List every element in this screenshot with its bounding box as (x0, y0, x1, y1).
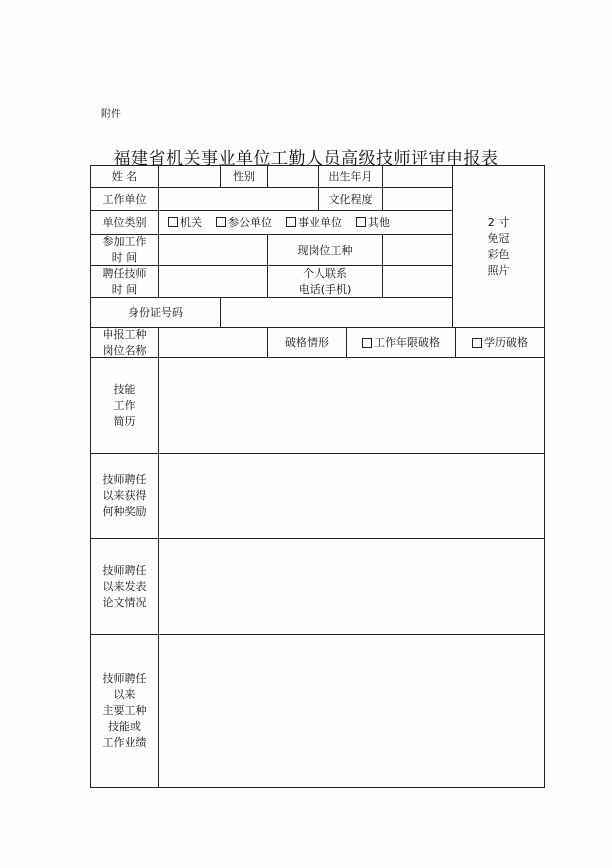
checkbox-icon[interactable] (286, 217, 296, 227)
unit-type-option[interactable]: 机关 (168, 216, 202, 229)
achievements-field[interactable] (158, 634, 545, 788)
apply-trade-field[interactable] (158, 327, 268, 358)
unit-type-label: 单位类别 (90, 210, 159, 235)
checkbox-icon[interactable] (216, 217, 226, 227)
exception-option[interactable]: 学历破格 (455, 327, 545, 358)
papers-label: 技师聘任 以来发表 论文情况 (90, 538, 159, 635)
name-field[interactable] (158, 165, 221, 188)
phone-field[interactable] (382, 265, 453, 298)
photo-line: 照片 (487, 263, 510, 277)
unit-type-options (158, 210, 453, 235)
exception-label: 破格情形 (267, 327, 347, 358)
awards-label: 技师聘任 以来获得 何种奖励 (90, 453, 159, 539)
birth-label: 出生年月 (318, 165, 383, 188)
attachment-label: 附件 (101, 109, 121, 120)
current-trade-label: 现岗位工种 (267, 234, 383, 266)
resume-field[interactable] (158, 357, 545, 454)
employer-label: 工作单位 (90, 187, 159, 211)
gender-label: 性别 (220, 165, 268, 188)
unit-type-option[interactable]: 事业单位 (286, 216, 342, 229)
name-label: 姓 名 (90, 165, 159, 188)
join-time-label: 参加工作 时 间 (90, 234, 159, 266)
checkbox-icon[interactable] (362, 338, 372, 348)
exception-option[interactable]: 工作年限破格 (346, 327, 456, 358)
unit-type-option[interactable]: 参公单位 (216, 216, 272, 229)
photo-line: 彩色 (487, 247, 510, 261)
id-number-field[interactable] (220, 297, 453, 328)
education-label: 文化程度 (318, 187, 383, 211)
apply-trade-label: 申报工种 岗位名称 (90, 327, 159, 358)
education-field[interactable] (382, 187, 453, 211)
photo-box (452, 165, 545, 328)
checkbox-icon[interactable] (168, 217, 178, 227)
papers-field[interactable] (158, 538, 545, 635)
application-form (90, 165, 545, 788)
resume-label: 技能 工作 简历 (90, 357, 159, 454)
phone-label: 个人联系 电话(手机) (267, 265, 383, 298)
awards-field[interactable] (158, 453, 545, 539)
form-title: 福建省机关事业单位工勤人员高级技师评审申报表 (113, 149, 499, 169)
achievements-label: 技师聘任 以来 主要工种 技能或 工作业绩 (90, 634, 159, 788)
hire-time-label: 聘任技师 时 间 (90, 265, 159, 298)
id-number-label: 身份证号码 (90, 297, 221, 328)
checkbox-icon[interactable] (356, 217, 366, 227)
gender-field[interactable] (267, 165, 319, 188)
unit-type-option[interactable]: 其他 (356, 216, 390, 229)
checkbox-icon[interactable] (472, 338, 482, 348)
current-trade-field[interactable] (382, 234, 453, 266)
hire-time-field[interactable] (158, 265, 268, 298)
employer-field[interactable] (158, 187, 319, 211)
photo-line: 2 寸 (487, 215, 510, 229)
join-time-field[interactable] (158, 234, 268, 266)
birth-field[interactable] (382, 165, 453, 188)
photo-line: 免冠 (487, 231, 510, 245)
